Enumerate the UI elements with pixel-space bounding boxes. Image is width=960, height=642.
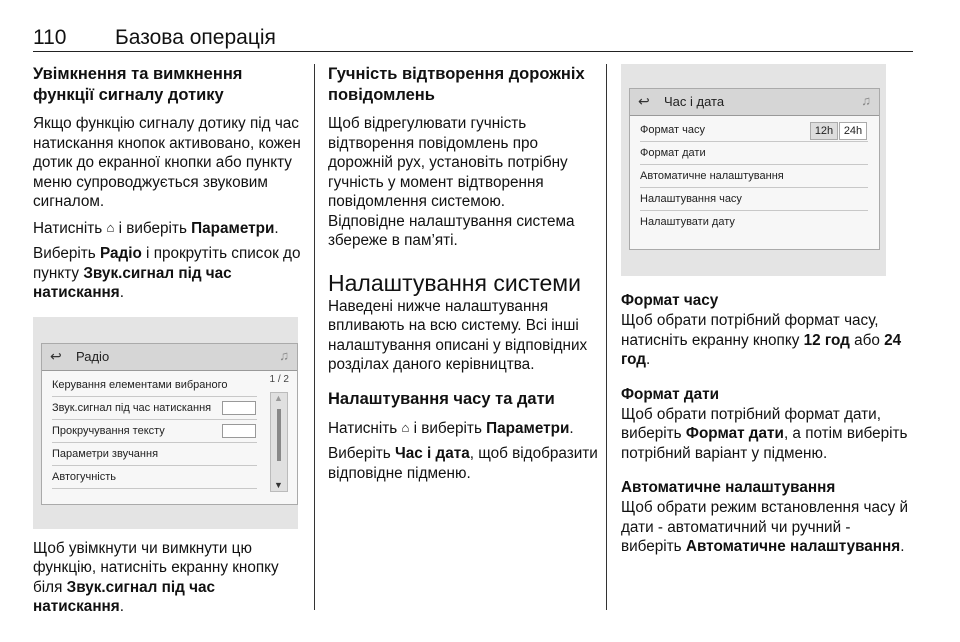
column-3 [621,64,911,557]
paragraph: Натисніть ⌂ і виберіть Параметри. [328,419,574,437]
list-item[interactable]: Налаштування часу [640,188,868,211]
paragraph: Щоб відрегулювати гучність відтворення повідомлень про дорожній рух, установіть потрібну гучність у момент відтворення повідомлення системою. [328,115,568,210]
column-1 [33,64,303,617]
button-24h[interactable]: 24h [839,122,867,140]
paragraph: Відповідне налаштування система збереже в пам’яті. [328,212,575,249]
page-title: Базова операція [115,26,276,49]
scroll-thumb[interactable] [277,409,281,461]
screen-panel [629,88,880,250]
screen-panel [41,343,298,505]
screen-title: Час і дата [664,94,725,109]
toggle-switch[interactable] [222,401,256,415]
page-header [33,26,913,54]
list-item[interactable]: Автогучність [52,466,257,489]
paragraph: Виберіть Час і дата, щоб відобразити відповідне підменю. [328,445,598,482]
section-heading-system-settings: Налаштування системи [328,269,581,296]
list-item[interactable]: Налаштувати дату [640,216,735,228]
list-item-scroll-text[interactable]: Прокручування тексту [52,420,257,443]
paragraph: Наведені нижче налаштування впливають на всю систему. Всі інші налаштування описані у відповідних розділах даного керівництва. [328,297,588,373]
music-note-icon: ♫ [861,93,871,108]
paragraph: Щоб обрати режим встановлення часу й дати - автоматичний чи ручний - виберіть Автоматичне налаштування. [621,499,909,555]
paragraph: Виберіть Радіо і прокрутіть список до пункту Звук.сигнал під час натискання. [33,245,301,301]
list-item[interactable]: Автоматичне налаштування [640,165,868,188]
radio-settings-screenshot [33,317,298,529]
column-divider [606,64,607,610]
home-icon: ⌂ [106,219,115,235]
back-icon[interactable]: ↩ [638,93,650,109]
subheading-date-format: Формат дати [621,385,720,403]
list-item-time-format[interactable]: Формат часу 12h 24h [640,119,868,142]
home-icon: ⌂ [401,419,410,435]
time-date-screenshot [621,64,886,276]
button-12h[interactable]: 12h [810,122,838,140]
subheading-time-format: Формат часу [621,292,719,309]
subheading-auto-setting: Автоматичне налаштування [621,479,836,496]
screen-title-bar [42,344,297,371]
paragraph: Натисніть ⌂ і виберіть Параметри. [33,219,279,237]
page-indicator: 1 / 2 [269,373,289,385]
section-heading-traffic-volume: Гучність відтворення дорожніх повідомлень [328,65,585,104]
music-note-icon: ♫ [279,347,289,363]
paragraph: Щоб обрати потрібний формат дати, виберіть Формат дати, а потім виберіть потрібний варіант у підменю. [621,405,908,462]
scroll-up-icon[interactable]: ▲ [274,392,283,403]
header-rule [33,51,913,52]
paragraph: Якщо функцію сигналу дотику під час натискання кнопок активовано, кожен дотик до екранної кнопки або пункту меню супроводжується звуковим сигналом. [33,115,301,210]
list-item[interactable]: Керування елементами вибраного [52,374,257,397]
list-item[interactable]: Формат дати [640,142,868,165]
screen-title-bar [630,89,879,116]
paragraph: Щоб обрати потрібний формат часу, натисніть екранну кнопку 12 год або 24 год. [621,312,902,368]
column-divider [314,64,315,610]
back-icon[interactable]: ↩ [50,347,62,364]
page-number: 110 [33,26,67,49]
paragraph: Щоб увімкнути чи вимкнути цю функцію, натисніть екранну кнопку біля Звук.сигнал під час натискання. [33,539,279,615]
section-heading-time-date: Налаштування часу та дати [328,389,555,408]
list-item[interactable]: Параметри звучання [52,443,257,466]
screen-title: Радіо [76,348,110,364]
section-heading-touch-sound: Увімкнення та вимкнення функції сигналу дотику [33,65,243,104]
column-2 [328,64,598,483]
list-item-touch-sound[interactable]: Звук.сигнал під час натискання [52,397,257,420]
toggle-switch[interactable] [222,424,256,438]
scroll-down-icon[interactable]: ▼ [274,479,283,490]
scrollbar[interactable] [270,392,288,492]
